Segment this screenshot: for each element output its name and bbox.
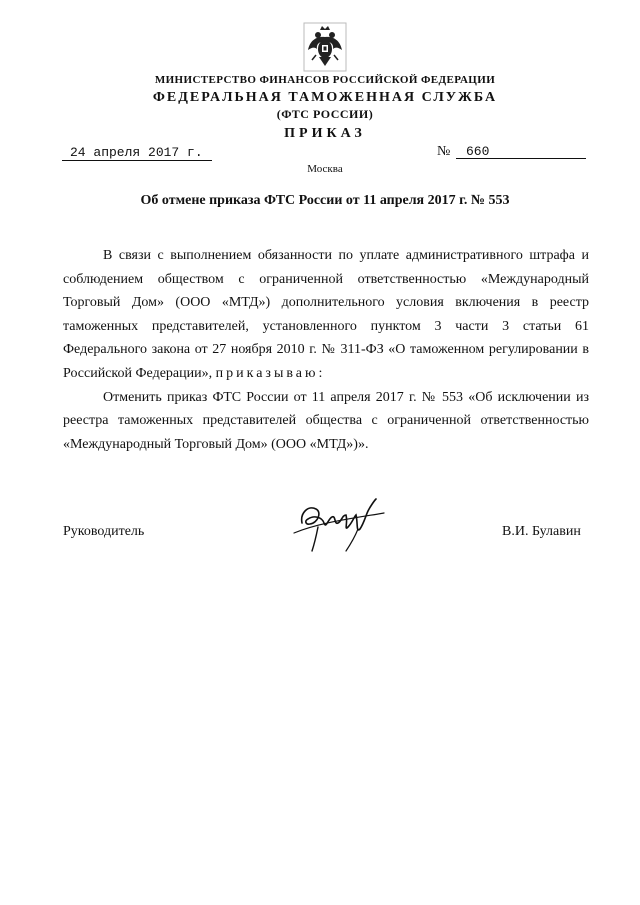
signer-role: Руководитель [63, 524, 145, 539]
coat-of-arms-icon [303, 22, 347, 72]
order-number: 660 [466, 144, 490, 159]
date-underline [62, 160, 212, 161]
number-underline [456, 158, 586, 159]
order-date: 24 апреля 2017 г. [70, 145, 203, 160]
signer-name: В.И. Булавин [502, 524, 581, 539]
document-type: ПРИКАЗ [284, 126, 366, 141]
paragraph-1 [63, 244, 589, 386]
signature-image [288, 493, 396, 555]
paragraph-2: Отменить приказ ФТС России от 11 апреля 2017 г. № 553 «Об исключении из реестра таможенных представителей общества с ограниченной ответственностью «Международный Торговый Дом» (ООО «МТД»)». [63, 389, 589, 452]
service-abbreviation: (ФТС РОССИИ) [276, 107, 374, 121]
service-name: ФЕДЕРАЛЬНАЯ ТАМОЖЕННАЯ СЛУЖБА [152, 90, 498, 105]
order-number-sign: № [437, 144, 451, 159]
city: Москва [307, 163, 343, 175]
paragraph-1-text: В связи с выполнением обязанности по уплате административного штрафа и соблюдением обществом с ограниченной ответственностью «Международный Торговый Дом» (ООО «МТД») дополнительного условия включения в реестр таможенных представителей, установленного пунктом 3 части 3 статьи 61 Федерального закона от 27 ноября 2010 г. № 311-ФЗ «О таможенном регулировании в Российской Федерации», [63, 248, 589, 381]
ministry-name: МИНИСТЕРСТВО ФИНАНСОВ РОССИЙСКОЙ ФЕДЕРАЦИИ [154, 74, 496, 86]
document-title: Об отмене приказа ФТС России от 11 апреля 2017 г. № 553 [140, 193, 510, 208]
document-body [63, 244, 589, 456]
order-word: приказываю: [215, 365, 326, 381]
